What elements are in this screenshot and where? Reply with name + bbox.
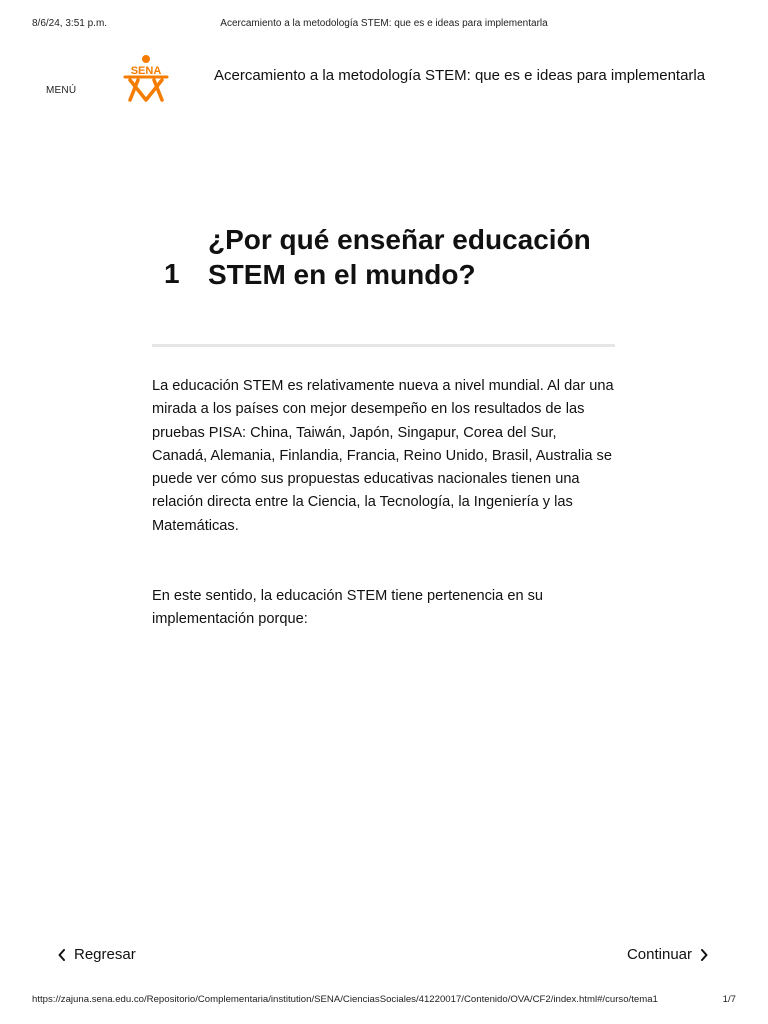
chevron-left-icon: [58, 949, 66, 961]
print-footer: [32, 994, 736, 1008]
lesson-paragraph: En este sentido, la educación STEM tiene pertenencia en su implementación porque:: [152, 588, 544, 628]
lesson-paragraph: La educación STEM es relativamente nueva a nivel mundial. Al dar una mirada a los países con mejor desempeño en los resultados de las pruebas PISA: China, Taiwán, Japón, Singapur, Corea del Sur, Canadá, Alemania, Finlandia, Francia, Reino Unido, Brasil, Australia se puede ver cómo sus propuestas educativas nacionales tienen una relación directa entre la Ciencia, la Tecnología, la Ingeniería y las Matemáticas.: [152, 378, 614, 534]
prev-label: Regresar: [74, 946, 136, 963]
print-page-number: 1/7: [722, 994, 736, 1005]
lesson-title: ¿Por qué enseñar educación STEM en el mundo?: [208, 224, 591, 290]
app-header: [0, 48, 768, 108]
course-title: Acercamiento a la metodología STEM: que es e ideas para implementarla: [214, 67, 706, 84]
print-url: https://zajuna.sena.edu.co/Repositorio/Complementaria/institution/SENA/CienciasSociales/41220017/Contenido/OVA/CF2/index.html#/curso/tema1: [32, 994, 658, 1005]
next-button[interactable]: [627, 946, 708, 963]
print-header: [32, 18, 736, 32]
lesson-number: 1: [164, 258, 180, 289]
lesson-content: [152, 222, 615, 628]
lesson-heading: [152, 222, 615, 340]
prev-button[interactable]: [58, 946, 136, 963]
sena-logo-icon[interactable]: [122, 54, 170, 102]
menu-button[interactable]: MENÚ: [46, 85, 77, 96]
heading-divider: [152, 344, 615, 347]
print-datetime: 8/6/24, 3:51 p.m.: [32, 18, 108, 29]
next-label: Continuar: [626, 946, 692, 963]
chevron-right-icon: [700, 949, 708, 961]
print-page-title: Acercamiento a la metodología STEM: que es e ideas para implementarla: [220, 18, 548, 29]
logo-text: SENA: [130, 65, 162, 77]
